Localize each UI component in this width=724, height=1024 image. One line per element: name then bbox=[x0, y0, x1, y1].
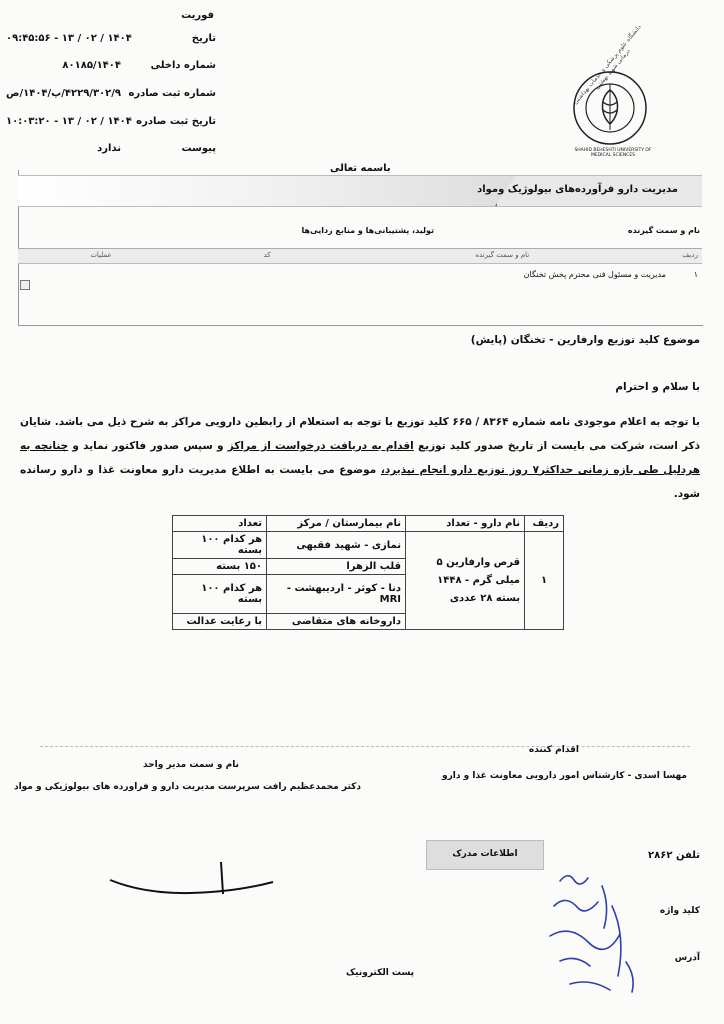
meta-value: ۸۰۱۸۵/۱۴۰۴ bbox=[62, 60, 121, 71]
phone-line bbox=[648, 850, 700, 861]
center-qty: هر کدام ۱۰۰ بسته bbox=[173, 532, 267, 559]
classification-label: فوریت bbox=[181, 10, 214, 21]
grid-header-code: کد bbox=[263, 251, 271, 259]
phone-value: ۲۸۶۲ bbox=[648, 850, 673, 861]
col-header-row: ردیف bbox=[525, 516, 564, 532]
phone-label: تلفن bbox=[675, 850, 700, 861]
center-name: داروخانه های متقاضی bbox=[267, 614, 406, 630]
signature-separator bbox=[40, 746, 690, 747]
recipients-grid bbox=[18, 248, 702, 286]
body-text-1: با توجه به اعلام موجودی نامه شماره ۸۳۶۴ / ۶۶۵ کلید توزیع با توجه به استعلام از رابطین دارویی مراکز به شرح ذیل می باشد. شایان ذکر است، شرکت می بایست از تاریخ صدور کلید توزیع bbox=[20, 416, 701, 452]
meta-value: ۴۲۲۹/۳۰۲/۹/پ/۱۴۰۴/ص bbox=[6, 88, 122, 99]
meta-row-attachment bbox=[6, 143, 216, 154]
grid-header-ops: عملیات bbox=[90, 251, 112, 259]
meta-value: ۱۴۰۴ / ۰۲ / ۱۳ - ۰۹:۴۵:۵۶ bbox=[6, 33, 132, 44]
center-qty: با رعایت عدالت bbox=[173, 614, 267, 630]
department-bar bbox=[18, 175, 702, 207]
logo-caption: دانشگاه علوم پزشکی و خدمات بهداشتی درمانی شهید بهشتی bbox=[572, 23, 643, 106]
recipient-group: تولید، پشتیبانی‌ها و منابع زدایی‌ها bbox=[301, 226, 434, 235]
document-info-box: اطلاعات مدرک bbox=[426, 840, 544, 870]
signature-graphic bbox=[105, 860, 275, 910]
subject-line bbox=[471, 334, 700, 346]
subject-label: موضوع bbox=[663, 334, 700, 346]
body-text-2: و سپس صدور فاکتور نماید و bbox=[72, 440, 224, 452]
body-underline-2: چنانچه به هردلیل طی بازه زمانی حداکثر۷ روز توزیع دارو انجام نپذیرد، bbox=[20, 440, 701, 476]
meta-row-reg-no bbox=[6, 88, 216, 99]
logo-caption-en: SHAHID BEHESHTI UNIVERSITY OF MEDICAL SCIENCES bbox=[574, 148, 652, 158]
row-action-icon[interactable] bbox=[20, 280, 30, 290]
unit-head-name: دکتر محمدعظیم رافت سرپرست مدیریت دارو و فراورده های بیولوژیکی و مواد bbox=[13, 782, 361, 792]
table-row[interactable] bbox=[18, 264, 702, 286]
meta-value: ۱۴۰۴ / ۰۲ / ۱۳ - ۱۰:۰۳:۲۰ bbox=[6, 116, 132, 127]
center-qty: ۱۵۰ بسته bbox=[173, 559, 267, 575]
recipient-name: مدیریت و مسئول فنی محترم پخش تخنگان bbox=[523, 270, 666, 279]
handwritten-note bbox=[540, 866, 650, 1006]
meta-label: شماره داخلی bbox=[150, 60, 216, 71]
body-underline-1: اقدام به دریافت درخواست از مراکز bbox=[227, 440, 414, 452]
distribution-table bbox=[172, 515, 564, 630]
recipient-row-number: ۱ bbox=[693, 270, 698, 279]
email-label: پست الکترونیک bbox=[345, 968, 414, 978]
drug-name: قرص وارفارین ۵ میلی گرم - ۱۴۴۸ بسته ۲۸ عددی bbox=[406, 532, 525, 630]
address-label: آدرس bbox=[674, 953, 700, 963]
department-title: مدیریت دارو فرآورده‌های بیولوژیک ومواد bbox=[477, 184, 678, 195]
col-header-center: نام بیمارستان / مرکز bbox=[267, 516, 406, 532]
recipients-grid-header bbox=[18, 249, 702, 264]
grid-header-row: ردیف bbox=[682, 251, 698, 259]
greeting: با سلام و احترام bbox=[615, 381, 700, 393]
meta-value: ندارد bbox=[97, 143, 121, 154]
meta-label: تاریخ bbox=[191, 33, 216, 44]
letter-body bbox=[20, 410, 700, 506]
meta-row-reg-date bbox=[6, 116, 216, 127]
keyword-label: کلید واژه bbox=[659, 906, 700, 916]
grid-header-name: نام و سمت گیرنده bbox=[475, 251, 530, 259]
table-header-row bbox=[173, 516, 564, 532]
center-name: دنا - کوثر - اردیبهشت - MRI bbox=[267, 575, 406, 614]
meta-label: پیوست bbox=[181, 143, 216, 154]
subject-text: کلید توزیع وارفارین - تخنگان (پایش) bbox=[470, 334, 660, 346]
center-qty: هر کدام ۱۰۰ بسته bbox=[173, 575, 267, 614]
table-row bbox=[173, 532, 564, 559]
meta-label: تاریخ ثبت صادره bbox=[136, 116, 216, 127]
unit-head-label: نام و سمت مدیر واحد bbox=[142, 760, 239, 770]
center-name: قلب الزهرا bbox=[267, 559, 406, 575]
basmala: باسمه تعالی bbox=[330, 163, 391, 174]
col-header-qty: تعداد bbox=[173, 516, 267, 532]
center-name: نمازی - شهید فقیهی bbox=[267, 532, 406, 559]
actor-label: اقدام کننده bbox=[528, 745, 579, 755]
body-text-3: موضوع می بایست به اطلاع مدیریت دارو معاونت غذا و دارو رسانده شود. bbox=[20, 464, 700, 500]
meta-label: شماره ثبت صادره bbox=[128, 88, 216, 99]
col-header-drug: نام دارو - تعداد bbox=[406, 516, 525, 532]
recipient-label: نام و سمت گیرنده bbox=[627, 226, 700, 235]
row-number: ۱ bbox=[525, 532, 564, 630]
meta-row-date bbox=[6, 33, 216, 44]
meta-row-internal-no bbox=[6, 60, 216, 71]
actor-name: مهسا اسدی - کارشناس امور دارویی معاونت غذا و دارو bbox=[442, 771, 687, 781]
